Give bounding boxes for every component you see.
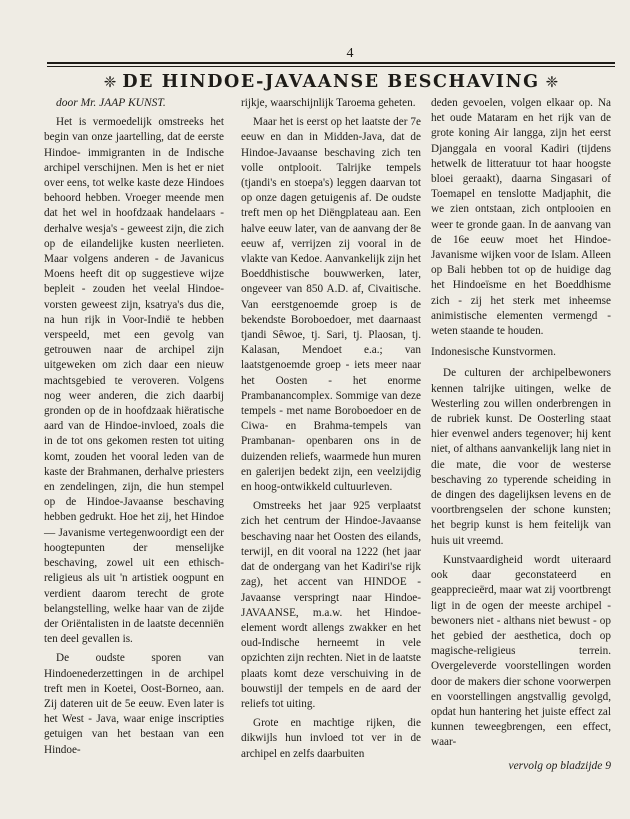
paragraph: rijkje, waarschijnlijk Taroema geheten. (241, 97, 416, 109)
section-subheading: Indonesische Kunstvormen. (431, 346, 556, 359)
paragraph: deden gevoelen, volgen elkaar op. Na het oude Mataram en het rijk van de grote koning Air langga, zijn het eerst Djanggala en vooral Kadiri (tijdens hetwelk de litteratuur tot haar hoogste bloei geraakt), daarna Singasari of Toemapel en tenslotte Madjaphit, die we zien ontstaan, zich ontplooien en weer te gronde gaan. In de aanvang van de 16e eeuw moet het Hindoe-Javanisme wijken voor de Islam. Alleen op Bali hebben tot op de huidige dag het Hindoeïsme en het Boeddhisme zich - zij het sterk met inheemse animistische elementen vermengd - weten staande te houden. (431, 97, 611, 338)
article-title: DE HINDOE-JAVAANSE BESCHAVING (122, 72, 540, 92)
paragraph: Maar het is eerst op het laatste der 7e eeuw en dan in Midden-Java, dat de Hindoe-Javaanse beschaving zich ten volle ontplooit. Talrijke tempels (tjandi's en stoepa's) leggen daarvan tot op onze dagen getuigenis af. De oudste treft men op het Diëngplateau aan. Een halve eeuw later, van de aanvang der 8e eeuw af, verrijzen zij vooral in de vlakte van Kedoe. Aanvankelijk zijn het Boeddhistische bouwwerken, later, ongeveer van 850 A.D. af, Civaitische. Van eerstgenoemde groep is de bekendste Boroboedoer, met daarnaast tjandi Sêwoe, tj. Sari, tj. Plaosan, tj. Kalasan, Mendoet e.a.; van laatstgenoemde groep - iets meer naar het Oosten - het enorme Prambanancomplex. Sommige van deze tempels - met name Boroboedoer en de Ciwa- en Brahma-tempels van Prambanan- openbaren ons in de duizenden reliefs, waarmede hun muren en galerijen bedekt zijn, een veelzijdig en hoog-ontwikkeld cultuurleven. (241, 116, 421, 494)
paragraph: Het is vermoedelijk omstreeks het begin van onze jaartelling, dat de eerste Hindoe- immigranten in de Indische archipel verschijnen. Men is het er niet over eens, tot welke kaste deze Hindoes behoord hebben. Vroeger meende men dat het wel in hoofdzaak handelaars - derhalve wesja's - geweest zijn, die zich op de eilandelijke kusten neerlieten. Maar volgens anderen - de Javanicus Moens heeft dit op suggestieve wijze bepleit - zouden het veelal Hindoe-vorsten geweest zijn, ksatrya's dus die, na hun rijk in Voor-Indië te hebben verspeeld, met een gevolg van getrouwen naar de archipel zijn uitgeweken om zich daar een nieuw machtsgebied te veroveren. Volgens nog weer anderen, die zich daarbij gronden op de in hoofdzaak hiëratische aard van de Hindoe-invloed, zoals die in de tot ons gekomen resten tot uiting komt, zouden het vooral leden van de kaste der Brahmanen, derhalve priesters en zendelingen, zijn, die hun stempel op de Hindoe-Javaanse beschaving hebben gedrukt. Hoe het zij, het Hindoe — Javanisme vertegenwoordigt een der hoogtepunten der menselijke beschaving, zowel uit een ethisch-religieus als uit 'n artistiek oogpunt en verdient daarom terecht de grote belangstelling, welke haar van de zijde der Oriëntalisten in de laatste decenniën ten deel gevallen is. (44, 116, 224, 646)
paragraph: Omstreeks het jaar 925 verplaatst zich het centrum der Hindoe-Javaanse beschaving naar het Oosten des eilands, terwijl, en dit vooral na 1222 (het jaar dat de ondergang van het Kadiri'se rijk zag), het accent van HINDOE - Javaanse verspringt naar Hindoe-JAVAANSE, m.a.w. het Hindoe- element wordt allengs zwakker en het oud-Indische herneemt in vele opzichten zijn rechten. Niet in de laatste plaats komt deze verschuiving in de bouwstijl der tempels en de aard der reliefs tot uiting. (241, 500, 421, 710)
ornament-right-icon: ❈ (545, 74, 559, 91)
column-2 (241, 96, 421, 796)
paragraph: De culturen der archipelbewoners kennen talrijke uitingen, welke de Westerling zou willen onderbrengen in de rubriek kunst. De Oosterling staat hier evenwel anders tegenover; hij kent niet, of althans aanvankelijk lang niet in die mate, die voor de westerse beschaving zo typerende scheiding in de dingen des dagelijksen levens en de voortbrengselen der schone kunsten; het begrip kunst is hem feitelijk van huis uit vreemd. (431, 367, 611, 547)
title-row (47, 70, 615, 94)
paragraph: Kunstvaardigheid wordt uiteraard ook daar geconstateerd en geapprecieërd, maar wat zij voortbrengt ligt in de ogen der meeste archipel - bewoners niet - althans niet bewust - op het gebied der aesthetica, doch op magische-religieus terrein. Overgeleverde voorstellingen worden door de makers dier schone voorwerpen en voorstellingen angstvallig gevolgd, opdat hun hantering het juiste effect zal kunnen teweegbrengen, een effect, waar- (431, 553, 611, 749)
column-3 (431, 96, 611, 796)
ornament-left-icon: ❈ (103, 74, 117, 91)
paragraph: De oudste sporen van Hindoenederzettingen in de archipel treft men in Koetei, Oost-Borneo, aan. Zij dateren uit de 5e eeuw. Even later is het West - Java, waar enige inscripties getuigen van het bestaan van een Hindoe- (44, 652, 224, 756)
header-rule-thin (47, 66, 615, 67)
header-rule (47, 62, 615, 64)
page-number: 4 (346, 46, 354, 61)
continued-note: vervolg op bladzijde 9 (508, 760, 611, 772)
byline: door Mr. JAAP KUNST. (56, 97, 166, 109)
paragraph: Grote en machtige rijken, die dikwijls hun invloed tot ver in de archipel en zelfs daarbuiten (241, 717, 421, 760)
column-1 (44, 96, 224, 796)
